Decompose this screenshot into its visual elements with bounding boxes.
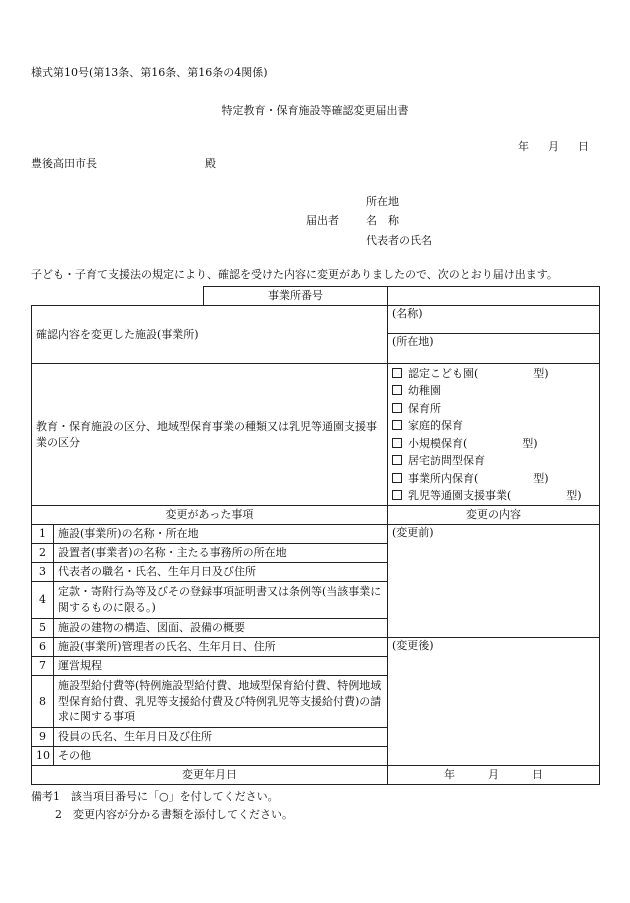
notifier-label: 届出者 xyxy=(306,214,339,227)
item-text: その他 xyxy=(54,747,388,766)
change-form-table xyxy=(31,286,600,785)
checkbox-icon[interactable] xyxy=(392,368,402,378)
notifier-address-label: 所在地 xyxy=(366,195,399,208)
category-label: 教育・保育施設の区分、地域型保育事業の種類又は乳児等通園支援事業の区分 xyxy=(32,364,388,506)
checkbox-icon[interactable] xyxy=(392,403,402,413)
facility-address-field[interactable]: (所在地) xyxy=(388,334,600,364)
category-option[interactable]: 事業所内保育( 型) xyxy=(392,470,595,488)
category-row xyxy=(32,364,600,506)
category-option[interactable]: 認定こども園( 型) xyxy=(392,365,595,383)
checkbox-icon[interactable] xyxy=(392,438,402,448)
addressee-name: 豊後高田市長 xyxy=(31,157,97,170)
notifier-name-label: 名 称 xyxy=(366,214,399,227)
change-before-field[interactable]: (変更前) xyxy=(388,525,600,638)
item-text: 運営規程 xyxy=(54,657,388,676)
office-number-label: 事業所番号 xyxy=(204,287,388,306)
category-checkbox-list xyxy=(388,364,600,506)
category-option[interactable]: 家庭的保育 xyxy=(392,417,595,435)
date-day: 日 xyxy=(578,140,589,153)
checkbox-icon[interactable] xyxy=(392,490,402,500)
category-option[interactable]: 居宅訪問型保育 xyxy=(392,452,595,470)
note-1: 備考1 該当項目番号に「○」を付してください。 xyxy=(31,790,279,803)
item-text: 施設型給付費等(特例施設型給付費、地域型保育給付費、特例地域型保育給付費、乳児等支援給付費及び特例乳児等支援給付費)の請求に関する事項 xyxy=(54,676,388,728)
form-reference: 様式第10号(第13条、第16条、第16条の4関係) xyxy=(31,66,268,79)
change-date-row xyxy=(32,766,600,785)
date-month: 月 xyxy=(548,140,559,153)
changes-header-row xyxy=(32,506,600,525)
contents-header: 変更の内容 xyxy=(388,506,600,525)
table-row xyxy=(32,525,600,544)
item-text: 施設(事業所)管理者の氏名、生年月日、住所 xyxy=(54,638,388,657)
category-option[interactable]: 小規模保育( 型) xyxy=(392,435,595,453)
addressee-honorific: 殿 xyxy=(205,157,216,170)
category-option[interactable]: 幼稚園 xyxy=(392,382,595,400)
document-title: 特定教育・保育施設等確認変更届出書 xyxy=(221,104,409,117)
item-text: 施設(事業所)の名称・所在地 xyxy=(54,525,388,544)
changes-header: 変更があった事項 xyxy=(32,506,388,525)
checkbox-icon[interactable] xyxy=(392,455,402,465)
change-date-label: 変更年月日 xyxy=(32,766,388,785)
facility-label: 確認内容を変更した施設(事業所) xyxy=(32,306,388,364)
item-number[interactable]: 5 xyxy=(32,619,54,638)
item-number[interactable]: 10 xyxy=(32,747,54,766)
facility-row xyxy=(32,306,600,334)
checkbox-icon[interactable] xyxy=(392,473,402,483)
item-number[interactable]: 3 xyxy=(32,563,54,582)
office-number-row xyxy=(32,287,600,306)
change-after-field[interactable]: (変更後) xyxy=(388,638,600,766)
category-option[interactable]: 乳児等通園支援事業( 型) xyxy=(392,487,595,505)
facility-name-field[interactable]: (名称) xyxy=(388,306,600,334)
checkbox-icon[interactable] xyxy=(392,385,402,395)
item-text: 代表者の職名・氏名、生年月日及び住所 xyxy=(54,563,388,582)
item-number[interactable]: 4 xyxy=(32,582,54,619)
note-2: 2 変更内容が分かる書類を添付してください。 xyxy=(55,808,293,821)
intro-text: 子ども・子育て支援法の規定により、確認を受けた内容に変更がありましたので、次のとおり届け出ます。 xyxy=(31,268,558,281)
change-date-field[interactable]: 年 月 日 xyxy=(388,766,600,785)
item-number[interactable]: 9 xyxy=(32,728,54,747)
item-number[interactable]: 8 xyxy=(32,676,54,728)
table-row xyxy=(32,638,600,657)
office-number-input[interactable] xyxy=(388,287,600,306)
item-text: 定款・寄附行為等及びその登録事項証明書又は条例等(当該事業に関するものに限る。) xyxy=(54,582,388,619)
checkbox-icon[interactable] xyxy=(392,420,402,430)
notifier-rep-label: 代表者の氏名 xyxy=(366,234,432,247)
item-number[interactable]: 7 xyxy=(32,657,54,676)
item-text: 役員の氏名、生年月日及び住所 xyxy=(54,728,388,747)
item-number[interactable]: 1 xyxy=(32,525,54,544)
item-text: 設置者(事業者)の名称・主たる事務所の所在地 xyxy=(54,544,388,563)
item-text: 施設の建物の構造、図面、設備の概要 xyxy=(54,619,388,638)
item-number[interactable]: 2 xyxy=(32,544,54,563)
item-number[interactable]: 6 xyxy=(32,638,54,657)
category-option[interactable]: 保育所 xyxy=(392,400,595,418)
date-year: 年 xyxy=(518,140,529,153)
